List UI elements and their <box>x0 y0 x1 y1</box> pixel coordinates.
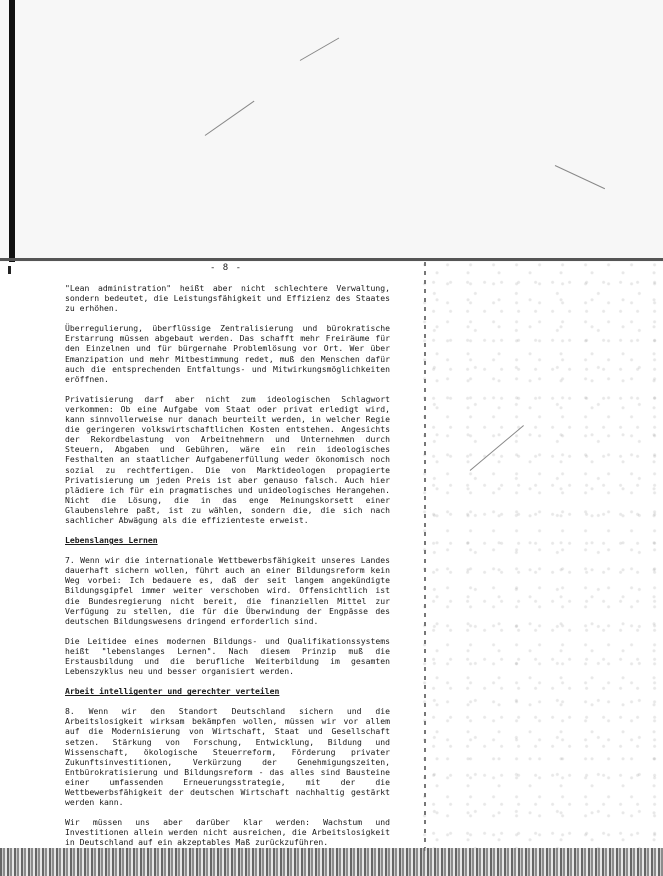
scan-page-edge <box>424 262 426 852</box>
section-heading: Arbeit intelligenter und gerechter verteilen <box>65 686 280 697</box>
scan-noise-right <box>420 262 663 852</box>
paragraph: 8. Wenn wir den Standort Deutschland sichern und die Arbeitslosigkeit wirksam bekämpfen wollen, müssen wir vor allem auf die Modernisierung von Wirtschaft, Staat und Gesellschaft setzen. Stärkung von Forschung, Entwicklung, Bildung und Wissenschaft, ökologische Steuerreform, Förderung privater Zukunftsinvestitionen, Verkürzung der Genehmigungszeiten, Entbürokratisierung und Bildungsreform - das alles sind Bausteine einer umfassenden Erneuerungsstrategie, mit der die Wettbewerbsfähigkeit der deutschen Wirtschaft nachhaltig gestärkt werden kann. <box>65 706 390 808</box>
scan-left-border <box>9 0 15 262</box>
paragraph: Überregulierung, überflüssige Zentralisierung und bürokratische Erstarrung müssen abgebaut werden. Das schafft mehr Freiräume für den Einzelnen und für bürgernahe Problemlösung vor Ort. Wer über Emanzipation und mehr Mitbestimmung redet, muß den Menschen dafür auch die entsprechenden Entfaltungs- und Mitwirkungsmöglichkeiten eröffnen. <box>65 323 390 384</box>
paragraph: Wir müssen uns aber darüber klar werden: Wachstum und Investitionen allein werden nicht ausreichen, die Arbeitslosigkeit in Deutschland auf ein akzeptables Maß zurückzuführen. <box>65 817 390 848</box>
scan-left-mark <box>8 266 11 274</box>
paragraph: Die Leitidee eines modernen Bildungs- und Qualifikationssystems heißt "lebenslanges Lernen". Nach diesem Prinzip muß die Erstausbildung und die berufliche Weiterbildung im gesamten Lebenszyklus neu und besser organisiert werden. <box>65 635 390 677</box>
scan-edge-line <box>0 258 663 261</box>
paragraph: Privatisierung darf aber nicht zum ideologischen Schlagwort verkommen: Ob eine Aufgabe vom Staat oder privat erledigt wird, kann sinnvollerweise nur danach beurteilt werden, in welcher Regie die geringeren volkswirtschaftlichen Kosten entstehen. Angesichts der Rekordbelastung von Arbeitnehmern und Unternehmen durch Steuern, Abgaben und Gebühren, wäre ein rein ideologisches Festhalten an staatlicher Aufgabenerfüllung weder ökonomisch noch sozial zu rechtfertigen. Die von Marktideologen propagierte Privatisierung um jeden Preis ist aber genauso falsch. Auch hier plädiere ich für ein pragmatisches und unideologisches Herangehen. Nicht die Lösung, die in das enge Meinungskorsett einer Glaubenslehre paßt, ist zu wählen, sondern die, die sich nach sachlicher Abwägung als die effizienteste erweist. <box>65 393 390 525</box>
paragraph: "Lean administration" heißt aber nicht schlechtere Verwaltung, sondern bedeutet, die Leistungsfähigkeit und Effizienz des Staates zu erhöhen. <box>65 283 390 314</box>
section-heading: Lebenslanges Lernen <box>65 535 158 546</box>
scan-background-top <box>0 0 663 262</box>
page-number: - 8 - <box>209 263 243 273</box>
document-body <box>65 283 390 858</box>
paragraph: 7. Wenn wir die internationale Wettbewerbsfähigkeit unseres Landes dauerhaft sichern wollen, führt auch an einer Bildungsreform kein Weg vorbei: Ich bedauere es, daß der seit langem angekündigte Bildungsgipfel immer weiter verschoben wird. Offensichtlich ist die Bundesregierung nicht bereit, die finanziellen Mittel zur Verfügung zu stellen, die für die Überwindung der Engpässe des deutschen Bildungswesens dringend erforderlich sind. <box>65 555 390 626</box>
